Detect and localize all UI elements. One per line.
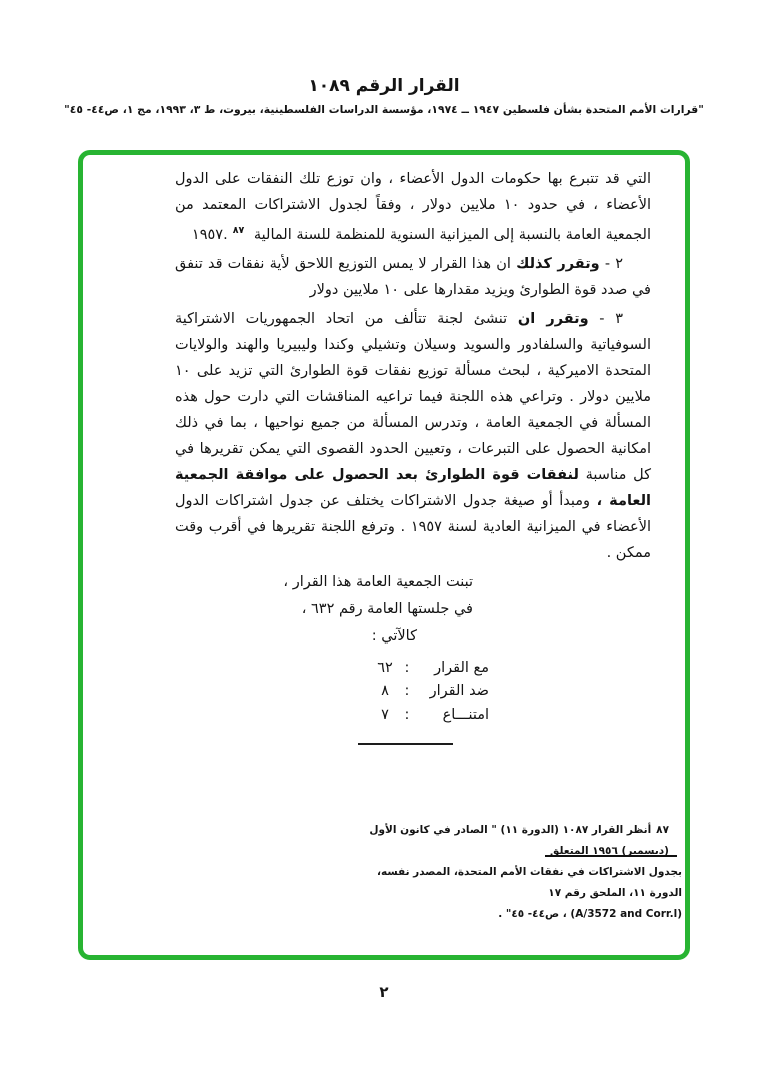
vote-value: ٦٢ bbox=[377, 659, 393, 676]
vote-colon: : bbox=[404, 659, 410, 676]
footnote bbox=[368, 820, 682, 925]
votes-divider bbox=[358, 743, 453, 745]
paragraph-1 bbox=[175, 166, 651, 248]
vote-label: ضد القرار bbox=[429, 683, 489, 700]
footnote-reference: ٨٧ bbox=[232, 225, 245, 236]
vote-colon: : bbox=[404, 683, 410, 700]
paragraph-3-number: ٣ - bbox=[588, 310, 624, 327]
page-number: ٢ bbox=[379, 983, 389, 1001]
vote-value: ٧ bbox=[381, 706, 389, 723]
paragraph-2-emphasis: وتقرر كذلك bbox=[516, 255, 600, 272]
footnote-line-2: بجدول الاشتراكات في نفقات الأمم المتحدة، المصدر نفسه، الدورة ١١، الملحق رقم ١٧ bbox=[376, 866, 682, 899]
vote-row-against bbox=[175, 680, 489, 704]
adoption-line-1: تبنت الجمعية العامة هذا القرار ، bbox=[283, 573, 473, 590]
vote-label: امتنـــاع bbox=[442, 706, 489, 723]
footnote-line-3: (A/3572 and Corr.l) ، ص٤٤- ٤٥" . bbox=[498, 908, 682, 920]
page-title: القرار الرقم ١٠٨٩ bbox=[308, 76, 460, 96]
footnote-text-1: أنظر القرار ١٠٨٧ (الدورة ١١) " الصادر في كانون الأول (ديسمبر) ١٩٥٦ المتعلق bbox=[369, 824, 669, 857]
content-frame bbox=[78, 150, 690, 960]
resolution-body bbox=[175, 166, 651, 566]
footnote-marker: ٨٧ bbox=[656, 824, 669, 836]
footnote-line-1 bbox=[368, 820, 682, 862]
adoption-line-2: في جلستها العامة رقم ٦٣٢ ، bbox=[301, 600, 473, 617]
paragraph-2-number: ٢ - bbox=[599, 255, 623, 272]
adoption-line-3: كالآتي : bbox=[371, 627, 417, 644]
page-subtitle: "قرارات الأمم المتحدة بشأن فلسطين ١٩٤٧ ــ ١٩٧٤، مؤسسة الدراسات الفلسطينية، بيروت، ط ٣، ١٩٩٣، مج ١، ص٤٤- ٤٥" bbox=[64, 103, 704, 116]
paragraph-2-text: ان هذا القرار لا يمس التوزيع اللاحق لأية نفقات قد تنفق في صدد قوة الطوارئ ويزيد مقدارها على ١٠ ملايين دولار bbox=[175, 255, 651, 298]
document-header bbox=[0, 76, 768, 116]
paragraph-2 bbox=[175, 251, 651, 303]
paragraph-1-text: التي قد تتبرع بها حكومات الدول الأعضاء ، وان توزع تلك النفقات على الدول الأعضاء ، في حدود ١٠ ملايين دولار ، وفقاً لجدول الاشتراكات المعتمد من الجمعية العامة بالنسبة إلى الميزانية السنوية للمنظمة للسنة المالية ١٩٥٧. bbox=[175, 171, 651, 243]
vote-label: مع القرار bbox=[434, 659, 489, 676]
paragraph-3-text-2: ومبدأ أو صيغة جدول الاشتراكات يختلف عن جدول اشتراكات الدول الأعضاء في الميزانية العادية لسنة ١٩٥٧ . وترفع اللجنة تقريرها في أقرب وقت ممكن . bbox=[175, 492, 651, 561]
paragraph-3 bbox=[175, 306, 651, 566]
vote-value: ٨ bbox=[381, 683, 389, 700]
vote-row-abstain bbox=[175, 704, 489, 728]
vote-results bbox=[175, 657, 489, 728]
paragraph-3-emphasis-2: لنفقات قوة الطوارئ بعد الحصول على موافقة الجمعية العامة ، bbox=[175, 466, 651, 509]
adoption-statement bbox=[175, 569, 473, 650]
vote-row-for bbox=[175, 657, 489, 681]
paragraph-3-emphasis-1: وتقرر ان bbox=[517, 310, 589, 327]
vote-colon: : bbox=[404, 706, 410, 723]
paragraph-3-text-1: تنشئ لجنة تتألف من اتحاد الجمهوريات الاشتراكية السوفياتية والسلفادور والسويد وسيلان وتشيلي وكندا وليبيريا والهند والولايات المتحدة الاميركية ، لبحث مسألة توزيع نفقات قوة الطوارئ التي تزيد على ١٠ ملايين دولار . وتراعي هذه اللجنة فيما تراعيه المناقشات التي دارت حول هذه المسألة في الجمعية العامة ، وتدرس المسألة من جميع نواحيها ، بما في ذلك امكانية الحصول على التبرعات ، وتعيين الحدود القصوى التي يمكن تقريرها في كل مناسبة bbox=[175, 310, 651, 483]
